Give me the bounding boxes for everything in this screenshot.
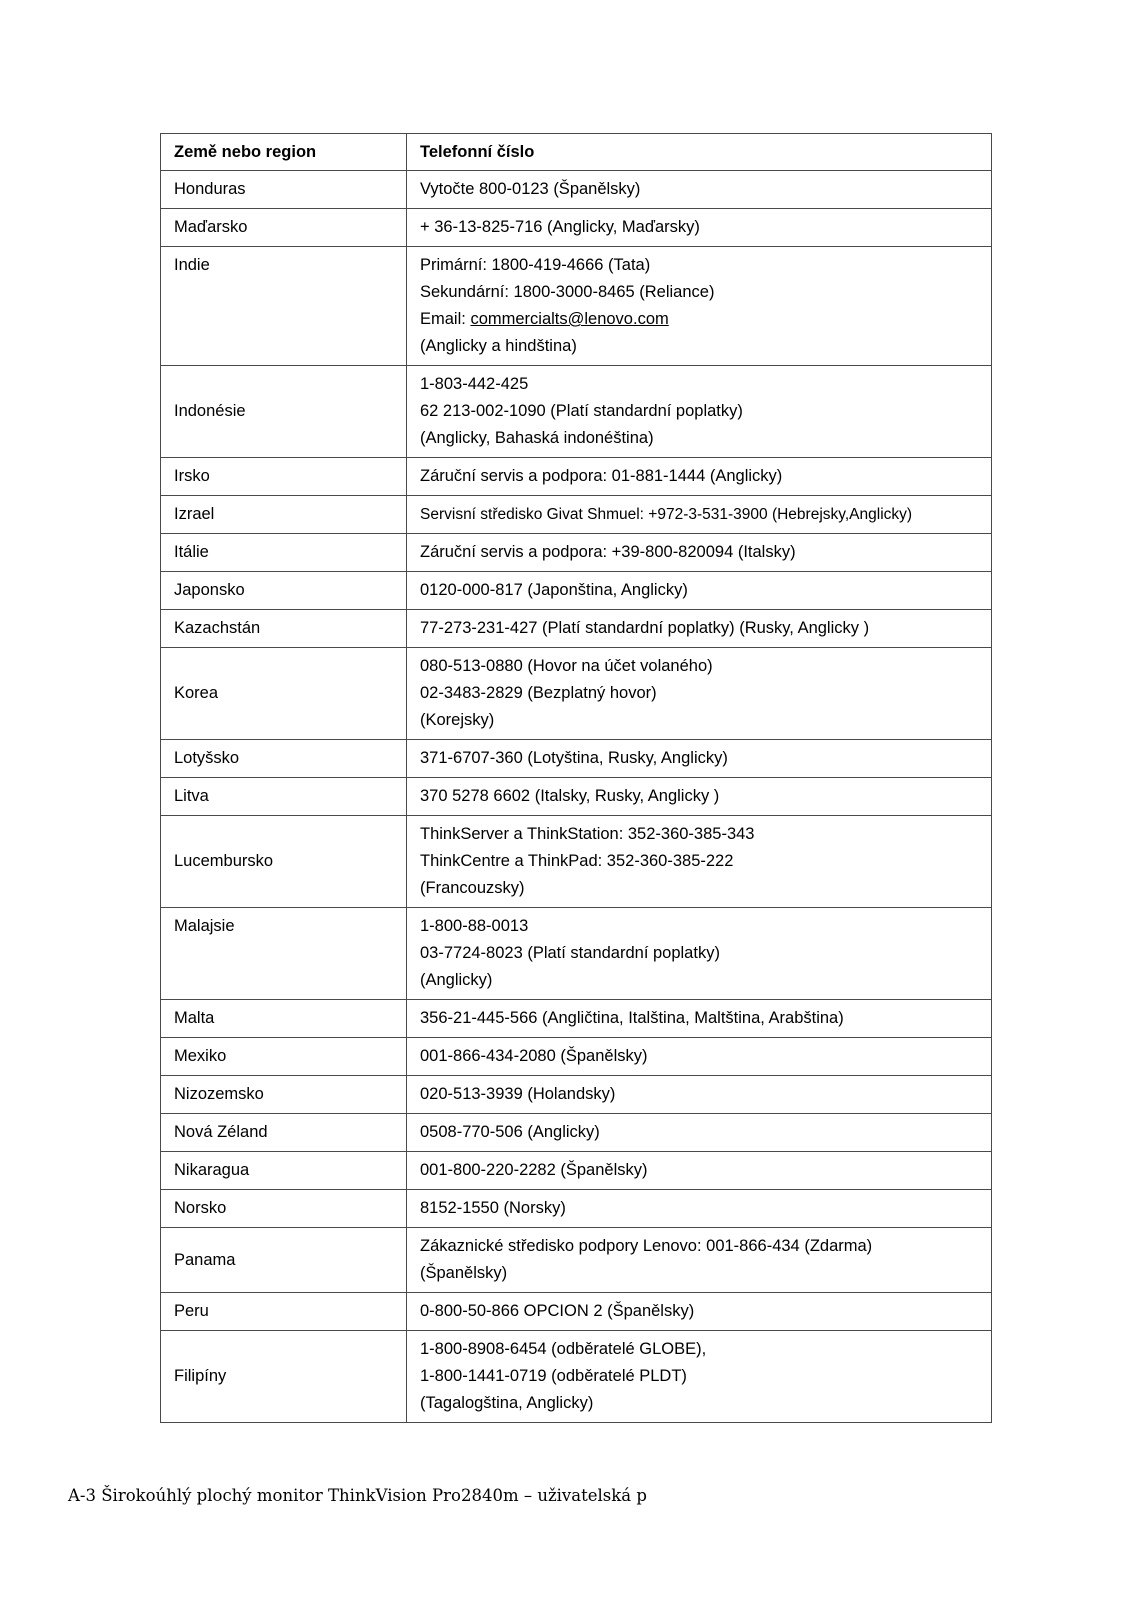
phone-line: (Korejsky) <box>420 711 495 729</box>
phone-line: Záruční servis a podpora: +39-800-820094 (Italsky) <box>420 543 796 561</box>
phone-cell <box>407 366 992 458</box>
phone-line: 77-273-231-427 (Platí standardní poplatky) (Rusky, Anglicky ) <box>420 619 870 637</box>
table-row <box>161 458 992 496</box>
country-cell: Panama <box>161 1228 407 1293</box>
phone-line: Sekundární: 1800-3000-8465 (Reliance) <box>420 283 715 301</box>
phone-cell <box>407 534 992 572</box>
phone-line: 1-800-88-0013 <box>420 917 529 935</box>
phone-line: ThinkCentre a ThinkPad: 352-360-385-222 <box>420 852 734 870</box>
phone-line: 370 5278 6602 (Italsky, Rusky, Anglicky ) <box>420 787 720 805</box>
country-cell: Nizozemsko <box>161 1076 407 1114</box>
phone-cell <box>407 1076 992 1114</box>
phone-cell <box>407 1000 992 1038</box>
phone-cell <box>407 1293 992 1331</box>
phone-line: 0-800-50-866 OPCION 2 (Španělsky) <box>420 1302 695 1320</box>
phone-line: Zákaznické středisko podpory Lenovo: 001-866-434 (Zdarma) <box>420 1237 873 1255</box>
country-cell: Irsko <box>161 458 407 496</box>
phone-cell <box>407 648 992 740</box>
phone-line: 1-803-442-425 <box>420 375 529 393</box>
table-row <box>161 1228 992 1293</box>
table-row <box>161 740 992 778</box>
phone-line: Vytočte 800-0123 (Španělsky) <box>420 180 641 198</box>
phone-line: 0508-770-506 (Anglicky) <box>420 1123 600 1141</box>
table-row <box>161 1076 992 1114</box>
table-row <box>161 209 992 247</box>
phone-line: 356-21-445-566 (Angličtina, Italština, Maltština, Arabština) <box>420 1009 844 1027</box>
country-cell: Maďarsko <box>161 209 407 247</box>
phone-cell <box>407 778 992 816</box>
phone-line: 03-7724-8023 (Platí standardní poplatky) <box>420 944 720 962</box>
table-header-row <box>161 134 992 171</box>
page-footer: A-3 Širokoúhlý plochý monitor ThinkVision Pro2840m – uživatelská p <box>68 1486 647 1505</box>
phone-line: 0120-000-817 (Japonština, Anglicky) <box>420 581 688 599</box>
table-row <box>161 816 992 908</box>
phone-line: 001-800-220-2282 (Španělsky) <box>420 1161 648 1179</box>
table-row <box>161 1000 992 1038</box>
table-row <box>161 610 992 648</box>
table-row <box>161 1190 992 1228</box>
phone-line: + 36-13-825-716 (Anglicky, Maďarsky) <box>420 218 700 236</box>
country-cell: Honduras <box>161 171 407 209</box>
country-cell: Mexiko <box>161 1038 407 1076</box>
phone-cell <box>407 740 992 778</box>
country-cell: Peru <box>161 1293 407 1331</box>
phone-line: 62 213-002-1090 (Platí standardní poplatky) <box>420 402 743 420</box>
country-cell: Nikaragua <box>161 1152 407 1190</box>
country-cell: Malta <box>161 1000 407 1038</box>
phone-line: 8152-1550 (Norsky) <box>420 1199 566 1217</box>
phone-line: Servisní středisko Givat Shmuel: +972-3-531-3900 (Hebrejsky,Anglicky) <box>420 506 913 523</box>
country-cell: Nová Zéland <box>161 1114 407 1152</box>
table-row <box>161 908 992 1000</box>
table-row <box>161 247 992 366</box>
phone-cell <box>407 908 992 1000</box>
country-cell: Korea <box>161 648 407 740</box>
column-header-phone: Telefonní číslo <box>407 134 992 171</box>
support-phone-table <box>160 133 992 1423</box>
table-row <box>161 778 992 816</box>
phone-line: (Anglicky a hindština) <box>420 337 577 355</box>
table-row <box>161 648 992 740</box>
phone-line: (Francouzsky) <box>420 879 525 897</box>
table-row <box>161 171 992 209</box>
country-cell: Indonésie <box>161 366 407 458</box>
phone-line: 020-513-3939 (Holandsky) <box>420 1085 616 1103</box>
phone-cell <box>407 171 992 209</box>
table-row <box>161 1293 992 1331</box>
phone-cell <box>407 1190 992 1228</box>
table-row <box>161 572 992 610</box>
phone-line: 080-513-0880 (Hovor na účet volaného) <box>420 657 713 675</box>
country-cell: Malajsie <box>161 908 407 1000</box>
country-cell: Lucembursko <box>161 816 407 908</box>
phone-line: 1-800-8908-6454 (odběratelé GLOBE), <box>420 1340 707 1358</box>
phone-cell <box>407 1331 992 1423</box>
phone-cell <box>407 209 992 247</box>
phone-cell <box>407 1152 992 1190</box>
phone-line: 1-800-1441-0719 (odběratelé PLDT) <box>420 1367 687 1385</box>
phone-cell <box>407 458 992 496</box>
email-link[interactable]: commercialts@lenovo.com <box>470 310 669 328</box>
phone-line: Záruční servis a podpora: 01-881-1444 (Anglicky) <box>420 467 783 485</box>
table-row <box>161 1038 992 1076</box>
country-cell: Itálie <box>161 534 407 572</box>
phone-cell <box>407 610 992 648</box>
phone-cell <box>407 1228 992 1293</box>
phone-cell <box>407 1114 992 1152</box>
phone-line: Primární: 1800-419-4666 (Tata) <box>420 256 651 274</box>
country-cell: Izrael <box>161 496 407 534</box>
country-cell: Japonsko <box>161 572 407 610</box>
table-row <box>161 534 992 572</box>
email-line <box>420 306 978 333</box>
country-cell: Indie <box>161 247 407 366</box>
column-header-country: Země nebo region <box>161 134 407 171</box>
table-row <box>161 1331 992 1423</box>
country-cell: Kazachstán <box>161 610 407 648</box>
table-row <box>161 1114 992 1152</box>
phone-line: 001-866-434-2080 (Španělsky) <box>420 1047 648 1065</box>
phone-line: ThinkServer a ThinkStation: 352-360-385-343 <box>420 825 755 843</box>
country-cell: Norsko <box>161 1190 407 1228</box>
phone-cell <box>407 247 992 366</box>
email-label: Email: <box>420 310 471 328</box>
phone-cell <box>407 1038 992 1076</box>
phone-cell <box>407 816 992 908</box>
phone-cell <box>407 496 992 534</box>
phone-cell <box>407 572 992 610</box>
table-row <box>161 1152 992 1190</box>
table-row <box>161 366 992 458</box>
country-cell: Lotyšsko <box>161 740 407 778</box>
country-cell: Litva <box>161 778 407 816</box>
phone-line: (Anglicky) <box>420 971 493 989</box>
phone-line: (Španělsky) <box>420 1264 508 1282</box>
phone-line: (Anglicky, Bahaská indonéština) <box>420 429 654 447</box>
table-row <box>161 496 992 534</box>
country-cell: Filipíny <box>161 1331 407 1423</box>
phone-line: 02-3483-2829 (Bezplatný hovor) <box>420 684 657 702</box>
phone-line: 371-6707-360 (Lotyština, Rusky, Anglicky) <box>420 749 728 767</box>
phone-line: (Tagalogština, Anglicky) <box>420 1394 594 1412</box>
